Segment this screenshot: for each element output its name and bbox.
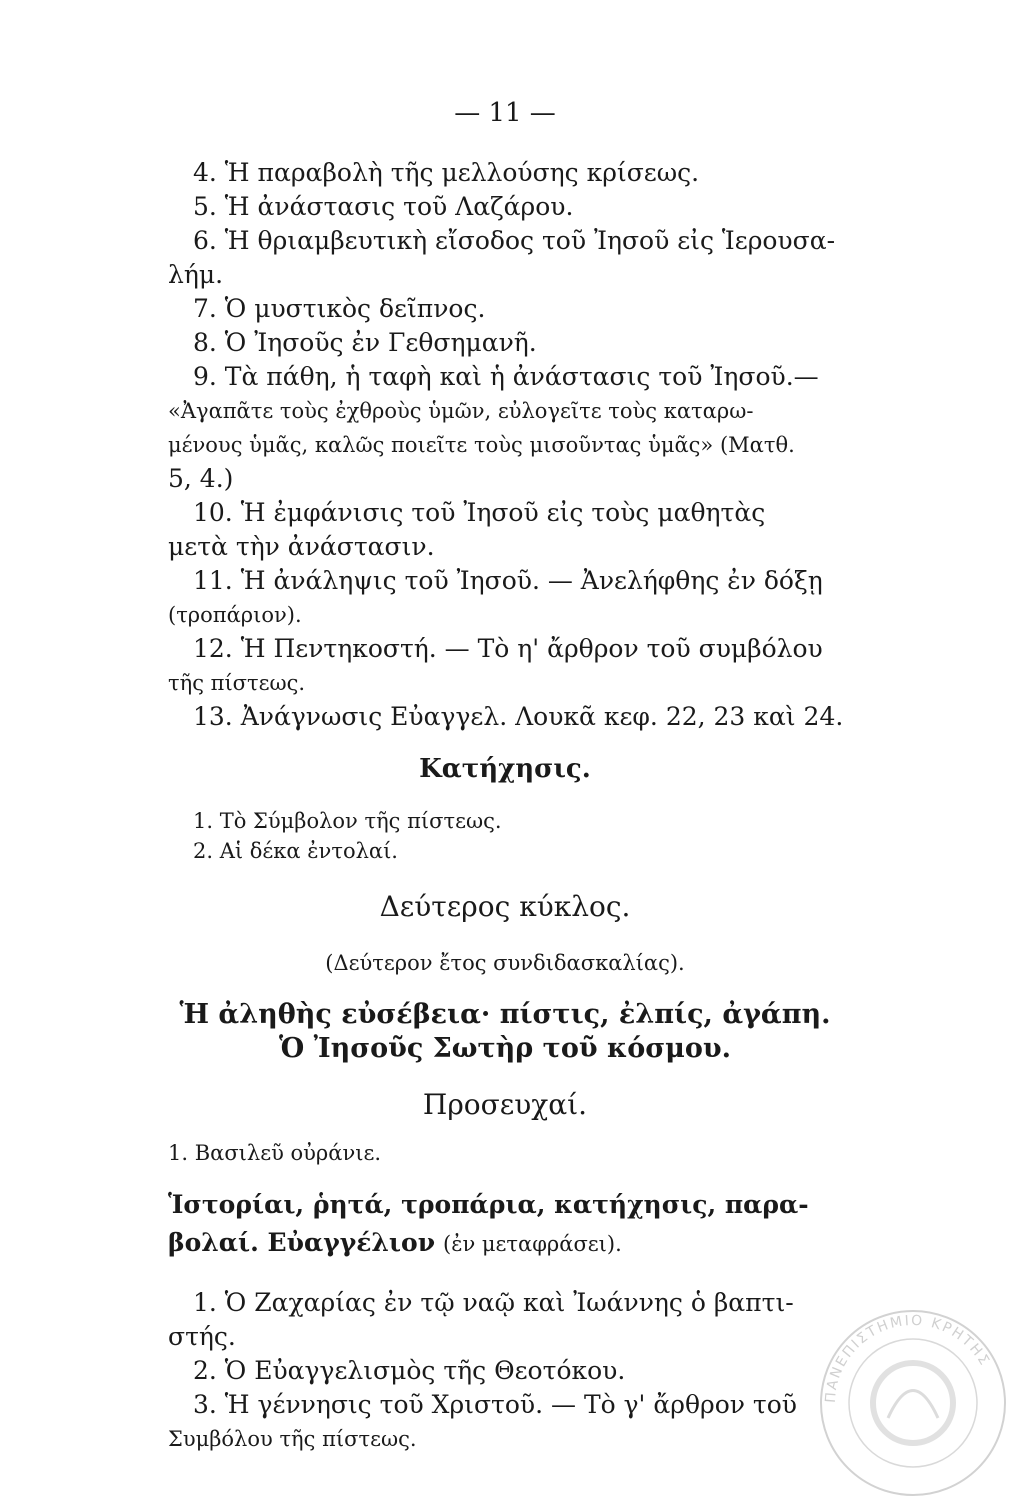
list-item: 13. Ἀνάγνωσις Εὐαγγελ. Λουκᾶ κεφ. 22, 23 καὶ 24. <box>193 702 844 731</box>
list-item-continuation: τῆς πίστεως. <box>168 671 306 695</box>
list-item: 1. Βασιλεῦ οὐράνιε. <box>168 1141 382 1165</box>
list-item-continuation: (τροπάριον). <box>168 603 302 627</box>
list-item-continuation: Συμβόλου τῆς πίστεως. <box>168 1427 417 1451</box>
section-subheading: (Δεύτερον ἔτος συνδιδασκαλίας). <box>325 951 685 975</box>
section-heading-part: βολαί. Εὐαγγέλιον <box>168 1228 436 1257</box>
section-heading: Δεύτερος κύκλος. <box>379 890 631 923</box>
list-item: 11. Ἡ ἀνάληψις τοῦ Ἰησοῦ. — Ἀνελήφθης ἐν δόξῃ <box>193 566 823 595</box>
section-heading: Ἱστορίαι, ῥητά, τροπάρια, κατήχησις, παρα- <box>168 1190 809 1219</box>
list-item: 4. Ἡ παραβολὴ τῆς μελλούσης κρίσεως. <box>193 158 700 187</box>
list-item: 1. Τὸ Σύμβολον τῆς πίστεως. <box>193 809 502 833</box>
list-item: 12. Ἡ Πεντηκοστή. — Τὸ η' ἄρθρον τοῦ συμβόλου <box>193 634 823 663</box>
section-heading: Ὁ Ἰησοῦς Σωτὴρ τοῦ κόσμου. <box>278 1033 732 1064</box>
list-item: 6. Ἡ θριαμβευτικὴ εἴσοδος τοῦ Ἰησοῦ εἰς Ἱερουσα- <box>193 226 836 255</box>
list-item: 2. Ὁ Εὐαγγελισμὸς τῆς Θεοτόκου. <box>193 1356 626 1385</box>
page-number: — 11 — <box>454 98 556 128</box>
library-seal <box>818 1308 1008 1498</box>
quotation-line: «Ἀγαπᾶτε τοὺς ἐχθροὺς ὑμῶν, εὐλογεῖτε τοὺς καταρω- <box>168 399 754 423</box>
list-item: 10. Ἡ ἐμφάνισις τοῦ Ἰησοῦ εἰς τοὺς μαθητὰς <box>193 498 766 527</box>
seal-text: ΠΑΝΕΠΙΣΤΗΜΙΟ ΚΡΗΤΗΣ <box>822 1312 993 1404</box>
list-item: 5. Ἡ ἀνάστασις τοῦ Λαζάρου. <box>193 192 574 221</box>
list-item: 9. Τὰ πάθη, ἡ ταφὴ καὶ ἡ ἀνάστασις τοῦ Ἰησοῦ.— <box>193 362 819 391</box>
section-heading: Κατήχησις. <box>419 754 591 784</box>
list-item: 3. Ἡ γέννησις τοῦ Χριστοῦ. — Τὸ γ' ἄρθρον τοῦ <box>193 1390 797 1419</box>
section-heading-note: (ἐν μεταφράσει). <box>443 1232 622 1256</box>
list-item: 1. Ὁ Ζαχαρίας ἐν τῷ ναῷ καὶ Ἰωάννης ὁ βαπτι- <box>193 1288 794 1317</box>
list-item: 7. Ὁ μυστικὸς δεῖπνος. <box>193 294 486 323</box>
section-heading: Προσευχαί. <box>422 1088 588 1121</box>
section-heading <box>168 1228 622 1259</box>
section-heading: Ἡ ἀληθὴς εὐσέβεια· πίστις, ἐλπίς, ἀγάπη. <box>179 999 831 1030</box>
list-item-continuation: λήμ. <box>168 260 224 289</box>
list-item-continuation: μετὰ τὴν ἀνάστασιν. <box>168 532 435 561</box>
quotation-line: μένους ὑμᾶς, καλῶς ποιεῖτε τοὺς μισοῦντας ὑμᾶς» (Ματθ. <box>168 433 795 457</box>
quotation-line: 5, 4.) <box>168 464 234 493</box>
list-item-continuation: στής. <box>168 1322 236 1351</box>
list-item: 2. Αἱ δέκα ἐντολαί. <box>193 839 398 863</box>
list-item: 8. Ὁ Ἰησοῦς ἐν Γεθσημανῆ. <box>193 328 537 357</box>
